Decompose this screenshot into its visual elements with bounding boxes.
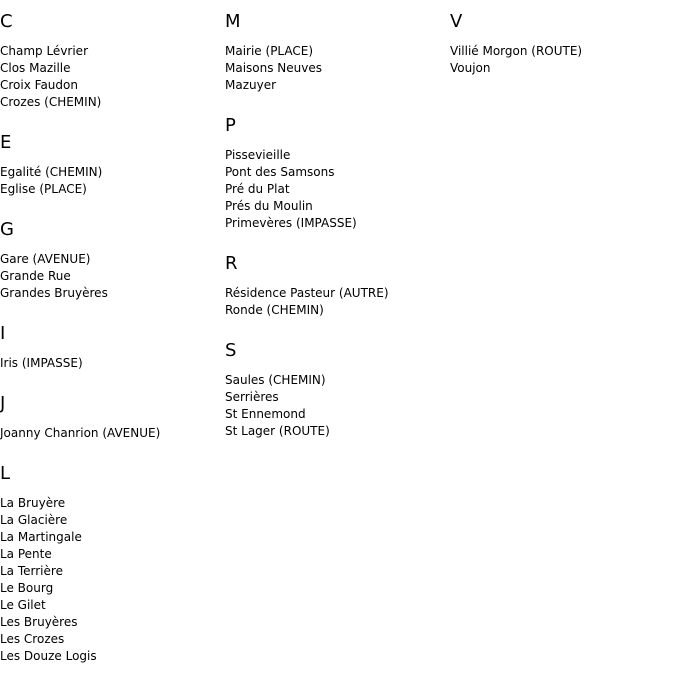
letter-section-c: [0, 10, 225, 111]
street-link[interactable]: Pré du Plat: [225, 182, 290, 196]
street-link[interactable]: Les Crozes: [0, 632, 65, 646]
street-link[interactable]: La Bruyère: [0, 496, 66, 510]
street-link[interactable]: Crozes (CHEMIN): [0, 95, 102, 109]
street-link[interactable]: Iris (IMPASSE): [0, 356, 83, 370]
street-link[interactable]: Le Gilet: [0, 598, 46, 612]
street-link[interactable]: Villié Morgon (ROUTE): [450, 44, 583, 58]
street-list: [450, 43, 675, 77]
street-link[interactable]: Mazuyer: [225, 78, 277, 92]
street-link[interactable]: Ronde (CHEMIN): [225, 303, 324, 317]
street-list: [225, 43, 450, 94]
street-link[interactable]: Le Bourg: [0, 581, 54, 595]
letter-heading: P: [225, 115, 236, 136]
street-link[interactable]: Primevères (IMPASSE): [225, 216, 357, 230]
street-link[interactable]: Saules (CHEMIN): [225, 373, 326, 387]
street-link[interactable]: Clos Mazille: [0, 61, 71, 75]
letter-section-e: [0, 131, 225, 198]
letter-section-g: [0, 218, 225, 302]
letter-heading: G: [0, 219, 14, 240]
street-link[interactable]: Prés du Moulin: [225, 199, 313, 213]
street-list: [0, 425, 225, 442]
letter-heading: J: [0, 393, 6, 414]
street-link[interactable]: Grandes Bruyères: [0, 286, 108, 300]
letter-section-m: [225, 10, 450, 94]
street-list: [0, 164, 225, 198]
letter-heading: L: [0, 463, 11, 484]
letter-section-r: [225, 252, 450, 319]
street-list: [225, 147, 450, 232]
street-list: [0, 495, 225, 665]
street-link[interactable]: Pont des Samsons: [225, 165, 335, 179]
street-link[interactable]: Grande Rue: [0, 269, 71, 283]
letter-heading: V: [450, 11, 463, 32]
letter-section-s: [225, 339, 450, 440]
letter-heading: S: [225, 340, 237, 361]
street-link[interactable]: La Glacière: [0, 513, 68, 527]
letter-heading: I: [0, 323, 6, 344]
letter-heading: R: [225, 253, 238, 274]
street-link[interactable]: Egalité (CHEMIN): [0, 165, 103, 179]
letter-section-l: [0, 462, 225, 665]
street-list: [0, 43, 225, 111]
street-link[interactable]: Gare (AVENUE): [0, 252, 91, 266]
street-link[interactable]: Champ Lévrier: [0, 44, 89, 58]
letter-heading: C: [0, 11, 13, 32]
street-link[interactable]: La Martingale: [0, 530, 82, 544]
letter-section-j: [0, 392, 225, 442]
street-list: [225, 285, 450, 319]
street-link[interactable]: Pissevieille: [225, 148, 291, 162]
letter-section-i: [0, 322, 225, 372]
street-link[interactable]: St Lager (ROUTE): [225, 424, 330, 438]
street-link[interactable]: Joanny Chanrion (AVENUE): [0, 426, 161, 440]
street-link[interactable]: Mairie (PLACE): [225, 44, 314, 58]
street-link[interactable]: Résidence Pasteur (AUTRE): [225, 286, 389, 300]
street-link[interactable]: Maisons Neuves: [225, 61, 323, 75]
letter-section-v: [450, 10, 675, 77]
street-list: [0, 251, 225, 302]
street-link[interactable]: Les Douze Logis: [0, 649, 97, 663]
street-list: [0, 355, 225, 372]
street-link[interactable]: St Ennemond: [225, 407, 306, 421]
letter-heading: M: [225, 11, 241, 32]
street-link[interactable]: Serrières: [225, 390, 279, 404]
street-list: [225, 372, 450, 440]
street-link[interactable]: La Terrière: [0, 564, 63, 578]
street-link[interactable]: Croix Faudon: [0, 78, 78, 92]
letter-heading: E: [0, 132, 12, 153]
letter-section-p: [225, 114, 450, 232]
street-index-column-3: [450, 10, 675, 97]
street-link[interactable]: Voujon: [450, 61, 491, 75]
street-link[interactable]: Eglise (PLACE): [0, 182, 87, 196]
street-link[interactable]: Les Bruyères: [0, 615, 78, 629]
street-index-column-2: [225, 10, 450, 460]
street-link[interactable]: La Pente: [0, 547, 52, 561]
street-index-column-1: [0, 10, 225, 685]
